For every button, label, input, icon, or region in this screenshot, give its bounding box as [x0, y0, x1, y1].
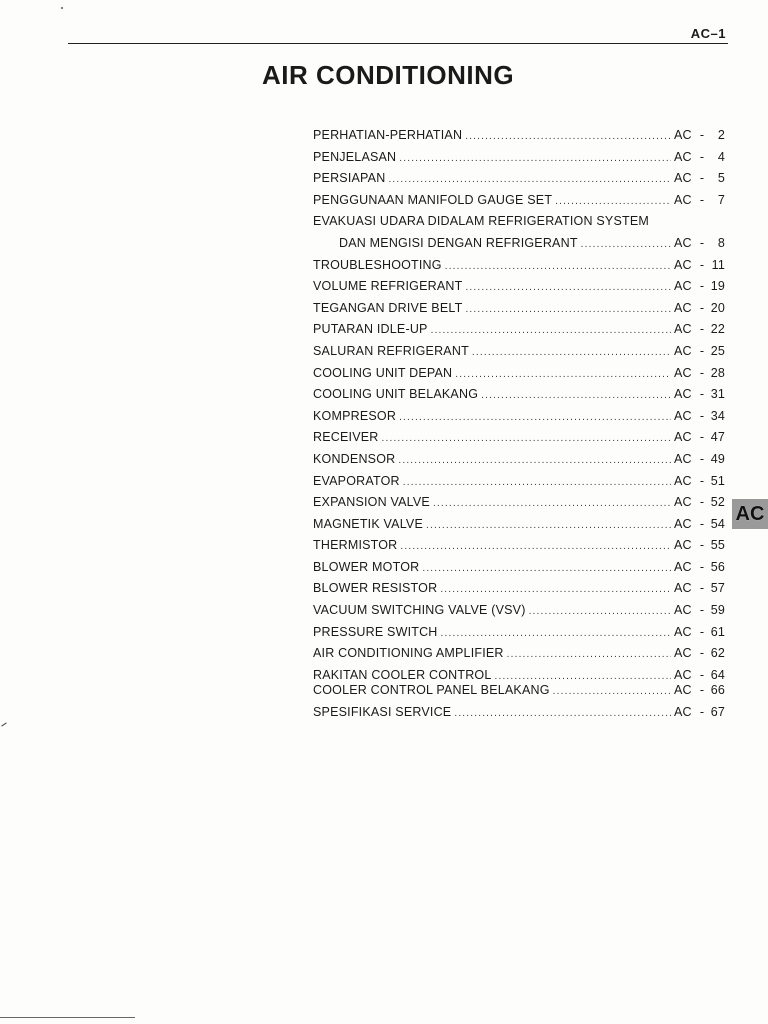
dot-leader — [399, 148, 671, 170]
toc-entry[interactable] — [313, 190, 725, 212]
toc-page-ref — [674, 319, 725, 341]
dot-leader — [399, 407, 671, 429]
ref-dash: - — [699, 473, 705, 488]
toc-entry-label: EXPANSION VALVE — [313, 495, 430, 510]
toc-entry[interactable] — [313, 600, 725, 622]
toc-page-ref — [674, 168, 725, 190]
toc-entry-label: DAN MENGISI DENGAN REFRIGERANT — [339, 235, 578, 250]
ref-page-number: 20 — [710, 300, 725, 315]
toc-entry[interactable] — [313, 578, 725, 600]
dot-leader — [465, 299, 671, 321]
toc-page-ref — [674, 190, 725, 212]
dot-leader — [433, 493, 671, 515]
toc-page-ref — [674, 125, 725, 147]
ref-dash: - — [699, 322, 705, 337]
dot-leader — [553, 684, 671, 700]
toc-entry[interactable] — [313, 319, 725, 341]
toc-entry[interactable] — [313, 643, 725, 665]
toc-entry-label: VOLUME REFRIGERANT — [313, 279, 463, 294]
dot-leader — [431, 320, 671, 342]
dot-leader — [398, 450, 671, 472]
toc-entry[interactable] — [313, 427, 725, 449]
ref-dash: - — [699, 149, 705, 164]
toc-page-ref — [674, 233, 725, 255]
scan-speck — [61, 7, 63, 9]
ref-page-number: 19 — [710, 279, 725, 294]
toc-entry[interactable] — [313, 298, 725, 320]
dot-leader — [555, 191, 671, 213]
ref-prefix: AC — [674, 646, 692, 661]
dot-leader — [455, 364, 671, 386]
toc-entry-label: COOLER CONTROL PANEL BELAKANG — [313, 682, 550, 697]
ref-prefix: AC — [674, 667, 692, 682]
toc-entry-label: VACUUM SWITCHING VALVE (VSV) — [313, 603, 526, 618]
ref-prefix: AC — [674, 451, 692, 466]
toc-page-ref — [674, 600, 725, 622]
toc-entry-label: PERHATIAN-PERHATIAN — [313, 128, 463, 142]
ref-prefix: AC — [674, 559, 692, 574]
toc-entry[interactable] — [313, 492, 725, 514]
toc-page-ref — [674, 578, 725, 600]
ref-prefix: AC — [674, 581, 692, 596]
toc-entry[interactable] — [313, 168, 725, 190]
ref-page-number: 66 — [710, 682, 725, 697]
ref-dash: - — [699, 235, 705, 250]
ref-prefix: AC — [674, 682, 692, 697]
ref-dash: - — [699, 603, 705, 618]
ref-prefix: AC — [674, 171, 692, 186]
ref-dash: - — [699, 495, 705, 510]
ref-prefix: AC — [674, 603, 692, 618]
ref-dash: - — [699, 624, 705, 639]
ref-page-number: 22 — [710, 322, 725, 337]
dot-leader — [403, 472, 671, 494]
dot-leader — [422, 558, 671, 580]
toc-page-ref — [674, 363, 725, 385]
ref-page-number: 7 — [717, 192, 725, 207]
toc-entry[interactable] — [313, 449, 725, 471]
dot-leader — [507, 644, 671, 666]
toc-entry[interactable] — [313, 406, 725, 428]
ref-page-number: 51 — [710, 473, 725, 488]
toc-page-ref — [674, 702, 725, 724]
ref-dash: - — [699, 704, 705, 719]
ref-page-number: 62 — [710, 646, 725, 661]
ref-dash: - — [699, 408, 705, 423]
ref-prefix: AC — [674, 300, 692, 315]
toc-entry-label: PERSIAPAN — [313, 171, 386, 186]
ref-prefix: AC — [674, 538, 692, 553]
ref-prefix: AC — [674, 192, 692, 207]
toc-entry-label: EVAPORATOR — [313, 473, 400, 488]
toc-entry-label: SPESIFIKASI SERVICE — [313, 704, 452, 719]
toc-entry-label: PENJELASAN — [313, 149, 397, 164]
toc-entry[interactable] — [313, 557, 725, 579]
ref-dash: - — [699, 538, 705, 553]
toc-entry[interactable] — [313, 702, 725, 724]
toc-entry-label: EVAKUASI UDARA DIDALAM REFRIGERATION SYSTEM — [313, 214, 649, 229]
dot-leader — [388, 169, 671, 191]
ref-page-number: 59 — [710, 603, 725, 618]
ref-dash: - — [699, 365, 705, 380]
ref-prefix: AC — [674, 128, 692, 142]
toc-entry-label: PENGGUNAAN MANIFOLD GAUGE SET — [313, 192, 553, 207]
ref-dash: - — [699, 451, 705, 466]
dot-leader — [426, 515, 671, 537]
section-tab-label: AC — [735, 502, 765, 525]
dot-leader — [445, 256, 671, 278]
ref-prefix: AC — [674, 516, 692, 531]
ref-prefix: AC — [674, 279, 692, 294]
toc-entry[interactable] — [313, 622, 725, 644]
ref-page-number: 64 — [710, 667, 725, 682]
ref-page-number: 54 — [710, 516, 725, 531]
toc-entry-label: TROUBLESHOOTING — [313, 257, 442, 272]
toc-page-ref — [674, 449, 725, 471]
dot-leader — [382, 428, 671, 450]
ref-dash: - — [699, 128, 705, 142]
toc-entry-continuation[interactable] — [313, 233, 725, 255]
ref-dash: - — [699, 430, 705, 445]
toc-entry[interactable] — [313, 682, 725, 698]
toc-entry[interactable] — [313, 471, 725, 493]
toc-entry-label: KOMPRESOR — [313, 408, 397, 423]
ref-dash: - — [699, 192, 705, 207]
toc-page-ref — [674, 147, 725, 169]
toc-entry-heading-line[interactable] — [313, 211, 725, 233]
ref-dash: - — [699, 343, 705, 358]
toc-page-ref — [674, 668, 725, 682]
ref-page-number: 61 — [710, 624, 725, 639]
dot-leader — [440, 579, 671, 601]
toc-entry[interactable] — [313, 514, 725, 536]
toc-entry-label: COOLING UNIT DEPAN — [313, 365, 453, 380]
ref-page-number: 25 — [710, 343, 725, 358]
toc-entry-label: COOLING UNIT BELAKANG — [313, 387, 479, 402]
toc-entry-label: PRESSURE SWITCH — [313, 624, 438, 639]
dot-leader — [400, 536, 671, 558]
dot-leader — [529, 601, 671, 623]
ref-page-number: 56 — [710, 559, 725, 574]
dot-leader — [465, 126, 671, 148]
ref-dash: - — [699, 171, 705, 186]
toc-page-ref — [674, 557, 725, 579]
ref-page-number: 28 — [710, 365, 725, 380]
toc-page-ref — [674, 535, 725, 557]
toc-page-ref — [674, 406, 725, 428]
toc-page-ref — [674, 471, 725, 493]
toc-entry-label: RAKITAN COOLER CONTROL — [313, 667, 492, 682]
ref-page-number: 4 — [717, 149, 725, 164]
toc-page-ref — [674, 492, 725, 514]
toc-page-ref — [674, 276, 725, 298]
toc-entry-label: BLOWER MOTOR — [313, 559, 420, 574]
ref-prefix: AC — [674, 235, 692, 250]
ref-dash: - — [699, 667, 705, 682]
ref-dash: - — [699, 559, 705, 574]
ref-prefix: AC — [674, 430, 692, 445]
ref-page-number: 47 — [710, 430, 725, 445]
ref-page-number: 34 — [710, 408, 725, 423]
ref-prefix: AC — [674, 149, 692, 164]
dot-leader — [441, 623, 671, 645]
page-title: AIR CONDITIONING — [262, 60, 515, 90]
footer-rule — [0, 1017, 135, 1018]
ref-page-number: 49 — [710, 451, 725, 466]
toc-page-ref — [674, 622, 725, 644]
toc-page-ref — [674, 298, 725, 320]
toc-entry-label: AIR CONDITIONING AMPLIFIER — [313, 646, 504, 661]
toc-page-ref — [674, 514, 725, 536]
ref-dash: - — [699, 516, 705, 531]
ref-prefix: AC — [674, 408, 692, 423]
header-rule — [68, 43, 728, 44]
toc-entry[interactable] — [313, 668, 725, 682]
toc-entry[interactable] — [313, 276, 725, 298]
dot-leader — [472, 342, 671, 364]
dot-leader — [481, 385, 671, 407]
toc-entry-label: MAGNETIK VALVE — [313, 516, 424, 531]
section-tab[interactable] — [732, 499, 768, 529]
scan-mark — [1, 722, 6, 726]
toc-entry[interactable] — [313, 535, 725, 557]
ref-prefix: AC — [674, 365, 692, 380]
ref-dash: - — [699, 279, 705, 294]
dot-leader — [454, 703, 671, 725]
toc-entry[interactable] — [313, 341, 725, 363]
ref-page-number: 67 — [710, 704, 725, 719]
ref-page-number: 52 — [710, 495, 725, 510]
toc-entry-label: KONDENSOR — [313, 451, 396, 466]
ref-prefix: AC — [674, 624, 692, 639]
toc-page-ref — [674, 384, 725, 406]
ref-dash: - — [699, 646, 705, 661]
ref-prefix: AC — [674, 343, 692, 358]
ref-page-number: 57 — [710, 581, 725, 596]
toc-entry[interactable] — [313, 255, 725, 277]
ref-dash: - — [699, 257, 705, 272]
ref-page-number: 8 — [717, 235, 725, 250]
toc-page-ref — [674, 341, 725, 363]
dot-leader — [465, 277, 671, 299]
dot-leader — [581, 234, 671, 256]
toc-page-ref — [674, 682, 725, 698]
toc-entry[interactable] — [313, 384, 725, 406]
toc-entry-label: SALURAN REFRIGERANT — [313, 343, 469, 358]
toc-page-ref — [674, 427, 725, 449]
page-number: AC–1 — [690, 26, 726, 41]
ref-page-number: 55 — [710, 538, 725, 553]
ref-prefix: AC — [674, 495, 692, 510]
toc-entry[interactable] — [313, 147, 725, 169]
ref-prefix: AC — [674, 257, 692, 272]
ref-dash: - — [699, 300, 705, 315]
ref-prefix: AC — [674, 473, 692, 488]
toc-page-ref — [674, 255, 725, 277]
ref-prefix: AC — [674, 322, 692, 337]
toc-entry[interactable] — [313, 125, 725, 147]
ref-dash: - — [699, 387, 705, 402]
toc-entry[interactable] — [313, 363, 725, 385]
table-of-contents — [313, 125, 725, 723]
ref-dash: - — [699, 682, 705, 697]
toc-page-ref — [674, 643, 725, 665]
ref-dash: - — [699, 581, 705, 596]
toc-entry-label: THERMISTOR — [313, 538, 398, 553]
ref-page-number: 31 — [710, 387, 725, 402]
toc-entry-label: PUTARAN IDLE-UP — [313, 322, 428, 337]
toc-entry-label: TEGANGAN DRIVE BELT — [313, 300, 463, 315]
ref-prefix: AC — [674, 704, 692, 719]
toc-entry-label: BLOWER RESISTOR — [313, 581, 438, 596]
ref-prefix: AC — [674, 387, 692, 402]
ref-page-number: 5 — [717, 171, 725, 186]
toc-entry-label: RECEIVER — [313, 430, 379, 445]
ref-page-number: 11 — [711, 257, 725, 272]
ref-page-number: 2 — [717, 128, 725, 142]
